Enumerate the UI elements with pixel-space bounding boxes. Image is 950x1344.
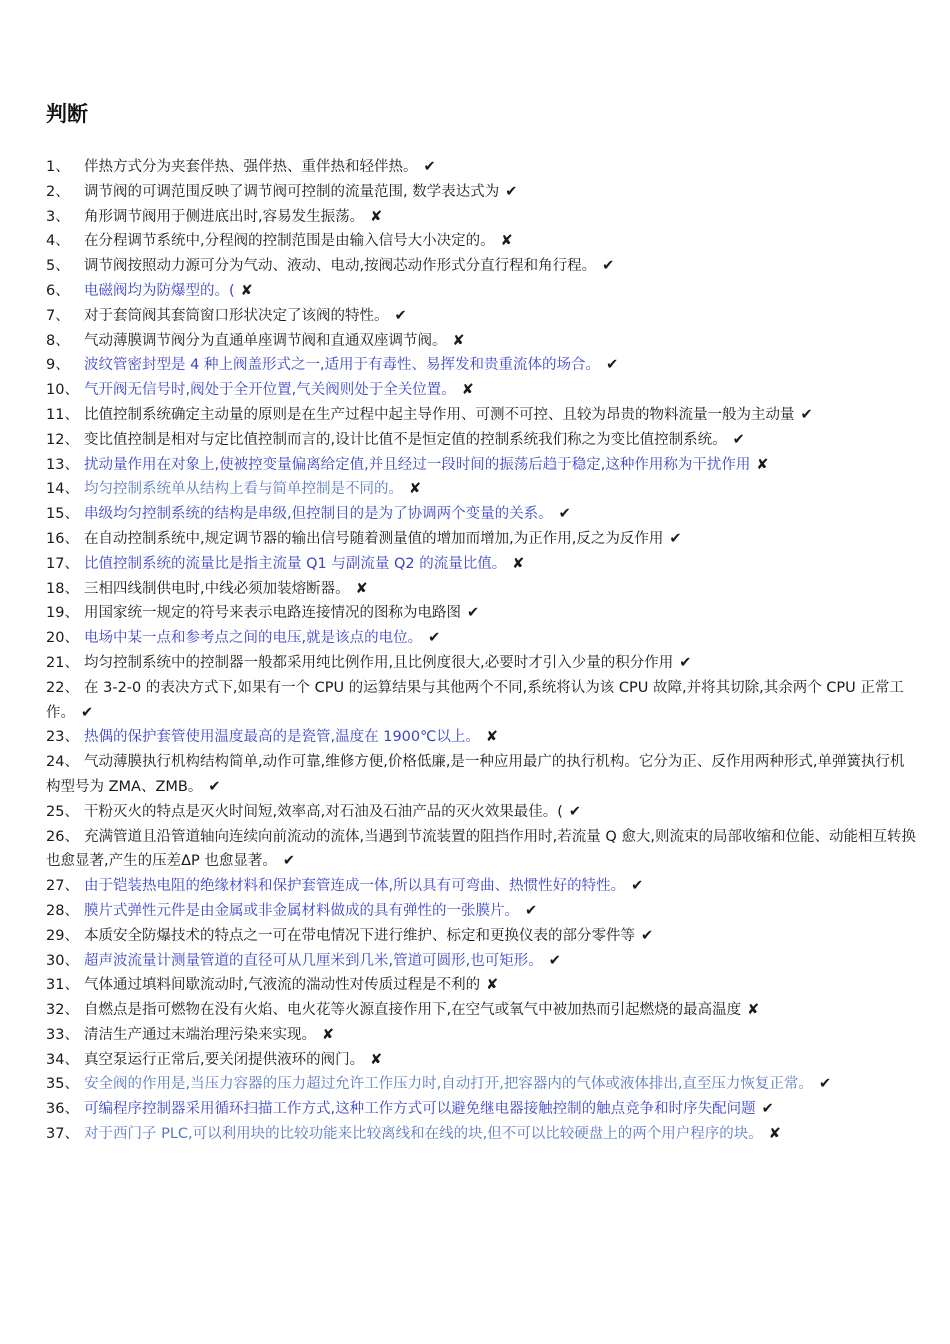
- list-item: [46, 1072, 916, 1097]
- list-item: [46, 353, 916, 378]
- list-item: [46, 651, 916, 676]
- item-text: 扰动量作用在对象上,使被控变量偏离给定值,并且经过一段时间的振荡后趋于稳定,这种作用称为干扰作用: [84, 456, 751, 473]
- check-mark-icon: ✔: [505, 183, 518, 200]
- item-text: 调节阀的可调范围反映了调节阀可控制的流量范围, 数学表达式为: [84, 183, 500, 200]
- cross-mark-icon: ✘: [756, 456, 769, 473]
- item-text: 比值控制系统确定主动量的原则是在生产过程中起主导作用、可测不可控、且较为昂贵的物料流量一般为主动量: [84, 406, 795, 423]
- list-item: [46, 477, 916, 502]
- list-item: [46, 428, 916, 453]
- list-item: [46, 527, 916, 552]
- item-number: 7、: [46, 307, 70, 324]
- item-number: 27、: [46, 878, 79, 895]
- list-item: [46, 378, 916, 403]
- item-text: 真空泵运行正常后,要关闭提供液环的阀门。: [84, 1051, 365, 1068]
- check-mark-icon: ✔: [669, 530, 682, 547]
- list-item: [46, 229, 916, 254]
- item-number: 10、: [46, 382, 79, 399]
- cross-mark-icon: ✘: [322, 1026, 335, 1043]
- item-number: 29、: [46, 927, 79, 944]
- item-number: 28、: [46, 902, 79, 919]
- list-item: [46, 254, 916, 279]
- list-item: [46, 1122, 916, 1147]
- item-text: 在分程调节系统中,分程阀的控制范围是由输入信号大小决定的。: [84, 233, 495, 250]
- item-text: 气体通过填料间歇流动时,气液流的湍动性对传质过程是不利的: [84, 977, 481, 994]
- cross-mark-icon: ✘: [409, 481, 422, 498]
- list-item: [46, 1048, 916, 1073]
- item-number: 15、: [46, 506, 79, 523]
- list-item: [46, 502, 916, 527]
- list-item: [46, 899, 916, 924]
- item-text: 均匀控制系统单从结构上看与简单控制是不同的。: [84, 481, 403, 498]
- item-text: 电场中某一点和参考点之间的电压,就是该点的电位。: [84, 630, 423, 647]
- item-number: 31、: [46, 977, 79, 994]
- list-item: [46, 676, 916, 726]
- list-item: [46, 180, 916, 205]
- item-text: 气动薄膜执行机构结构简单,动作可靠,维修方便,价格低廉,是一种应用最广的执行机构。它分为正、反作用两种形式,单弹簧执行机构型号为 ZMA、ZMB。: [46, 754, 905, 795]
- item-number: 22、: [46, 679, 79, 696]
- cross-mark-icon: ✘: [486, 977, 499, 994]
- check-mark-icon: ✔: [525, 902, 538, 919]
- check-mark-icon: ✔: [631, 878, 644, 895]
- item-number: 32、: [46, 1002, 79, 1019]
- list-item: [46, 453, 916, 478]
- list-item: [46, 279, 916, 304]
- list-item: [46, 552, 916, 577]
- list-item: [46, 304, 916, 329]
- list-item: [46, 924, 916, 949]
- item-text: 热偶的保护套管使用温度最高的是瓷管,温度在 1900℃以上。: [84, 729, 480, 746]
- item-text: 清洁生产通过末端治理污染来实现。: [84, 1026, 316, 1043]
- cross-mark-icon: ✘: [768, 1126, 781, 1143]
- item-number: 30、: [46, 952, 79, 969]
- item-number: 12、: [46, 431, 79, 448]
- question-list: [46, 155, 916, 1147]
- check-mark-icon: ✔: [641, 927, 654, 944]
- page-title: 判断: [46, 102, 88, 126]
- item-number: 33、: [46, 1026, 79, 1043]
- check-mark-icon: ✔: [761, 1101, 774, 1118]
- list-item: [46, 329, 916, 354]
- item-text: 本质安全防爆技术的特点之一可在带电情况下进行维护、标定和更换仪表的部分零件等: [84, 927, 635, 944]
- check-mark-icon: ✔: [282, 853, 296, 870]
- item-number: 8、: [46, 332, 70, 349]
- item-text: 安全阀的作用是,当压力容器的压力超过允许工作压力时,自动打开,把容器内的气体或液体排出,直至压力恢复正常。: [84, 1076, 813, 1093]
- cross-mark-icon: ✘: [355, 580, 368, 597]
- item-text: 自燃点是指可燃物在没有火焰、电火花等火源直接作用下,在空气或氧气中被加热而引起燃烧的最高温度: [84, 1002, 742, 1019]
- check-mark-icon: ✔: [394, 307, 407, 324]
- cross-mark-icon: ✘: [370, 1051, 383, 1068]
- item-number: 21、: [46, 654, 79, 671]
- item-number: 4、: [46, 233, 70, 250]
- item-text: 对于套筒阀其套筒窗口形状决定了该阀的特性。: [84, 307, 389, 324]
- item-number: 6、: [46, 282, 70, 299]
- item-text: 电磁阀均为防爆型的。(: [84, 282, 235, 299]
- item-number: 36、: [46, 1101, 79, 1118]
- item-number: 24、: [46, 754, 79, 771]
- item-text: 角形调节阀用于侧进底出时,容易发生振荡。: [84, 208, 365, 225]
- item-text: 对于西门子 PLC,可以利用块的比较功能来比较离线和在线的块,但不可以比较硬盘上的两个用户程序的块。: [84, 1126, 763, 1143]
- list-item: [46, 725, 916, 750]
- item-text: 由于铠装热电阻的绝缘材料和保护套管连成一体,所以具有可弯曲、热惯性好的特性。: [84, 878, 626, 895]
- list-item: [46, 949, 916, 974]
- item-number: 2、: [46, 183, 70, 200]
- item-text: 伴热方式分为夹套伴热、强伴热、重伴热和轻伴热。: [84, 159, 418, 175]
- list-item: [46, 601, 916, 626]
- cross-mark-icon: ✘: [747, 1002, 760, 1019]
- item-text: 干粉灭火的特点是灭火时间短,效率高,对石油及石油产品的灭火效果最佳。(: [84, 803, 563, 820]
- item-text: 调节阀按照动力源可分为气动、液动、电动,按阀芯动作形式分直行程和角行程。: [84, 258, 597, 275]
- check-mark-icon: ✔: [732, 431, 745, 448]
- list-item: [46, 577, 916, 602]
- item-text: 变比值控制是相对与定比值控制而言的,设计比值不是恒定值的控制系统我们称之为变比值控制系统。: [84, 431, 727, 448]
- cross-mark-icon: ✘: [452, 332, 465, 349]
- item-number: 37、: [46, 1126, 79, 1143]
- check-mark-icon: ✔: [208, 778, 221, 795]
- item-number: 26、: [46, 828, 79, 845]
- item-number: 5、: [46, 258, 70, 275]
- item-text: 均匀控制系统中的控制器一般都采用纯比例作用,且比例度很大,必要时才引入少量的积分作用: [84, 654, 674, 671]
- item-number: 25、: [46, 803, 79, 820]
- item-number: 13、: [46, 456, 79, 473]
- item-number: 34、: [46, 1051, 79, 1068]
- check-mark-icon: ✔: [800, 406, 813, 423]
- item-number: 20、: [46, 630, 79, 647]
- check-mark-icon: ✔: [818, 1076, 832, 1093]
- check-mark-icon: ✔: [467, 605, 480, 622]
- item-text: 用国家统一规定的符号来表示电路连接情况的图称为电路图: [84, 605, 461, 622]
- item-text: 气开阀无信号时,阀处于全开位置,气关阀则处于全关位置。: [84, 382, 456, 399]
- item-number: 18、: [46, 580, 79, 597]
- item-text: 在自动控制系统中,规定调节器的输出信号随着测量值的增加而增加,为正作用,反之为反作用: [84, 530, 664, 547]
- check-mark-icon: ✔: [606, 357, 619, 374]
- item-number: 16、: [46, 530, 79, 547]
- list-item: [46, 155, 916, 180]
- check-mark-icon: ✔: [423, 159, 436, 175]
- cross-mark-icon: ✘: [461, 382, 474, 399]
- cross-mark-icon: ✘: [500, 233, 513, 250]
- item-text: 充满管道且沿管道轴向连续向前流动的流体,当遇到节流装置的阻挡作用时,若流量 Q 愈大,则流束的局部收缩和位能、动能相互转换也愈显著,产生的压差ΔP 也愈显著。: [46, 828, 916, 870]
- list-item: [46, 205, 916, 230]
- item-text: 波纹管密封型是 4 种上阀盖形式之一,适用于有毒性、易挥发和贵重流体的场合。: [84, 357, 601, 374]
- cross-mark-icon: ✘: [512, 555, 525, 572]
- item-number: 3、: [46, 208, 70, 225]
- item-number: 17、: [46, 555, 79, 572]
- check-mark-icon: ✔: [428, 630, 441, 647]
- item-number: 1、: [46, 159, 70, 175]
- list-item: [46, 1023, 916, 1048]
- item-text: 膜片式弹性元件是由金属或非金属材料做成的具有弹性的一张膜片。: [84, 902, 519, 919]
- list-item: [46, 874, 916, 899]
- list-item: [46, 998, 916, 1023]
- item-text: 气动薄膜调节阀分为直通单座调节阀和直通双座调节阀。: [84, 332, 447, 349]
- item-number: 9、: [46, 357, 70, 374]
- check-mark-icon: ✔: [679, 654, 692, 671]
- item-text: 可编程序控制器采用循环扫描工作方式,这种工作方式可以避免继电器接触控制的触点竞争和时序失配问题: [84, 1101, 756, 1118]
- list-item: [46, 1097, 916, 1122]
- item-number: 35、: [46, 1076, 79, 1093]
- list-item: [46, 973, 916, 998]
- item-number: 11、: [46, 406, 79, 423]
- item-number: 23、: [46, 729, 79, 746]
- item-text: 比值控制系统的流量比是指主流量 Q1 与副流量 Q2 的流量比值。: [84, 555, 507, 572]
- cross-mark-icon: ✘: [370, 208, 383, 225]
- check-mark-icon: ✔: [81, 704, 94, 721]
- list-item: [46, 800, 916, 825]
- list-item: [46, 750, 916, 800]
- item-text: 在 3-2-0 的表决方式下,如果有一个 CPU 的运算结果与其他两个不同,系统将认为该 CPU 故障,并将其切除,其余两个 CPU 正常工作。: [46, 679, 904, 721]
- check-mark-icon: ✔: [602, 258, 615, 275]
- list-item: [46, 403, 916, 428]
- cross-mark-icon: ✘: [485, 729, 499, 746]
- list-item: [46, 626, 916, 651]
- item-text: 超声波流量计测量管道的直径可从几厘米到几米,管道可圆形,也可矩形。: [84, 952, 543, 969]
- item-number: 14、: [46, 481, 79, 498]
- item-number: 19、: [46, 605, 79, 622]
- check-mark-icon: ✔: [568, 803, 582, 820]
- list-item: [46, 825, 916, 875]
- item-text: 串级均匀控制系统的结构是串级,但控制目的是为了协调两个变量的关系。: [84, 506, 553, 523]
- check-mark-icon: ✔: [558, 506, 571, 523]
- item-text: 三相四线制供电时,中线必须加装熔断器。: [84, 580, 350, 597]
- cross-mark-icon: ✘: [240, 282, 253, 299]
- check-mark-icon: ✔: [548, 952, 561, 969]
